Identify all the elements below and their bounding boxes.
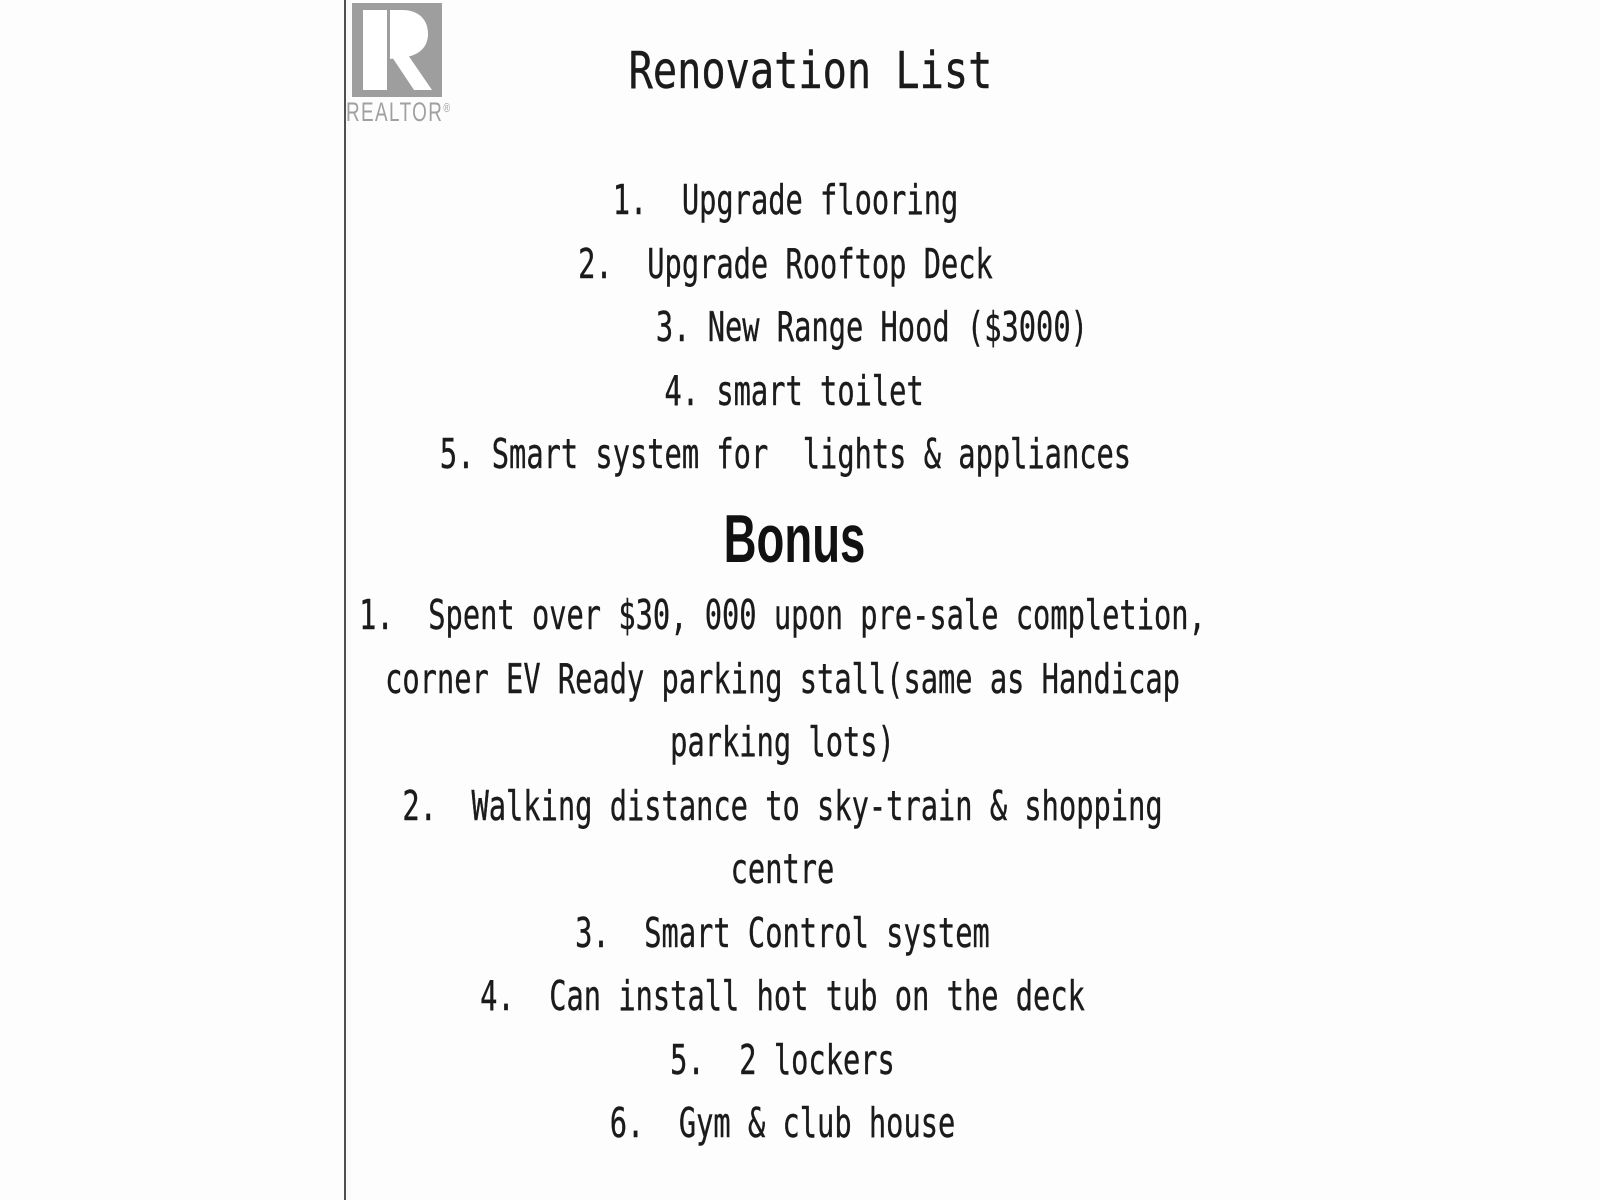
renovation-list (148, 169, 1423, 487)
bonus-item-1-line-3: parking lots) (670, 718, 895, 766)
realtor-logo (346, 3, 462, 127)
renovation-item-3: 3. New Range Hood ($3000) (483, 303, 1088, 351)
bonus-item-1-line-1: 1. Spent over $30, 000 upon pre-sale completion, (359, 591, 1206, 639)
registered-trademark-icon: ® (443, 100, 451, 115)
page-title: Renovation List (628, 42, 993, 101)
bonus-item-5: 5. 2 lockers (670, 1035, 895, 1084)
bonus-item-2-line-2: centre (730, 845, 835, 893)
realtor-wordmark (346, 97, 450, 128)
renovation-item-4: 4. smart toilet (647, 366, 924, 415)
bonus-item-3: 3. Smart Control system (575, 908, 990, 957)
bonus-heading: Bonus (723, 501, 866, 577)
realtor-wordmark-text: REALTOR (346, 97, 444, 127)
bonus-item-6: 6. Gym & club house (609, 1099, 956, 1147)
renovation-item-2: 2. Upgrade Rooftop Deck (578, 239, 993, 288)
bonus-item-1-line-2: corner EV Ready parking stall(same as Handicap (385, 654, 1180, 703)
bonus-list (145, 584, 1420, 1156)
bonus-item-4: 4. Can install hot tub on the deck (480, 972, 1085, 1020)
realtor-block-r-icon (352, 3, 442, 97)
renovation-item-5: 5. Smart system for lights & appliances (439, 430, 1132, 478)
bonus-item-2-line-1: 2. Walking distance to sky-train & shopping (402, 781, 1163, 830)
renovation-item-1: 1. Upgrade flooring (612, 176, 959, 224)
